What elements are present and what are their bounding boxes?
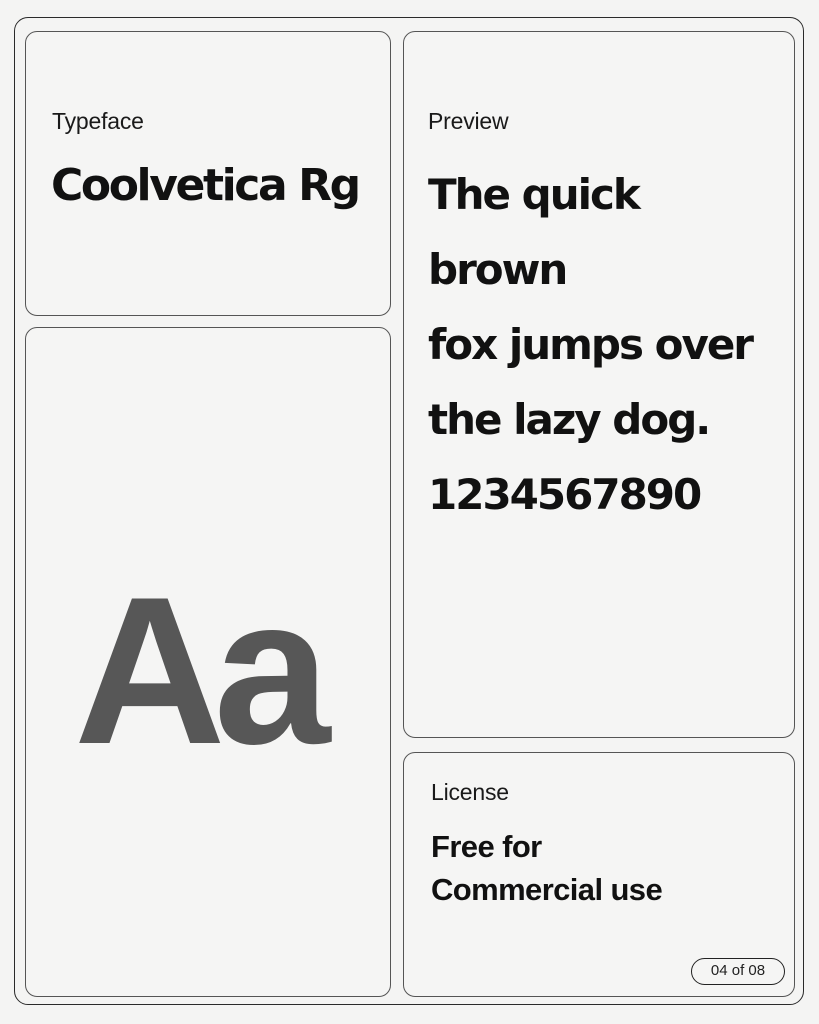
typeface-card (25, 31, 391, 316)
preview-line: The quick (428, 170, 639, 219)
license-line: Free for (431, 829, 542, 864)
preview-line: fox jumps over (428, 320, 753, 369)
license-line: Commercial use (431, 872, 663, 907)
license-value (431, 825, 662, 911)
license-label: License (431, 779, 509, 805)
preview-text (428, 157, 788, 532)
preview-line: the lazy dog. (428, 395, 710, 444)
glyph-sample-aa: Aa (74, 553, 319, 788)
preview-card (403, 31, 795, 738)
preview-line: brown (428, 245, 567, 294)
typeface-label: Typeface (52, 108, 144, 134)
license-card (403, 752, 795, 997)
preview-line: 1234567890 (428, 470, 701, 519)
typeface-name: Coolvetica Rg (51, 160, 359, 211)
glyph-sample-card (25, 327, 391, 997)
page-indicator: 04 of 08 (691, 958, 785, 985)
preview-label: Preview (428, 108, 509, 134)
